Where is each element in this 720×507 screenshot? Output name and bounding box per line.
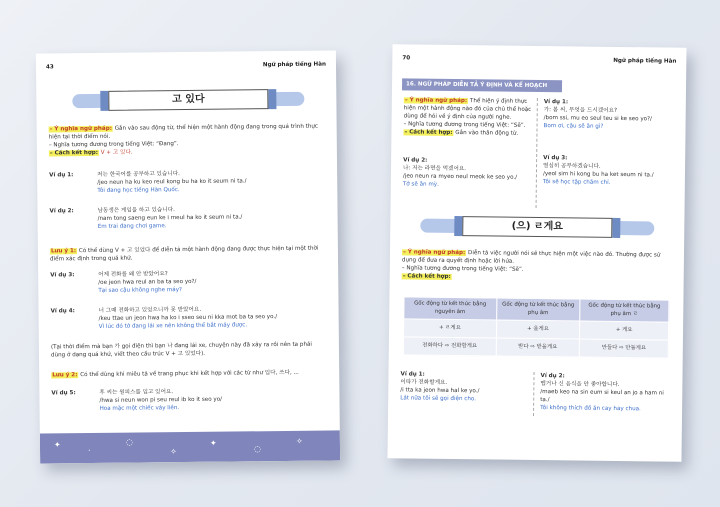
left-page-number: 43: [45, 64, 54, 71]
right-ex5-korean: 맵거나 신 음식을 안 좋아합니다.: [540, 381, 620, 389]
left-footer-band: [40, 430, 340, 463]
right-section-heading: 16. NGỮ PHÁP DIỄN TẢ Ý ĐỊNH VÀ KẾ HOẠCH: [402, 78, 562, 92]
left-page-header: [36, 50, 336, 71]
table-header-cell: Gốc động từ kết thúc bằng phụ âm ㄹ: [580, 299, 669, 322]
table-header-row: [404, 297, 669, 322]
right-ex3: [543, 154, 675, 188]
right-vietnamese-eq2: – Nghĩa tương đương trong tiếng Việt: “Sẽ”.: [401, 265, 524, 274]
right-ex5: [540, 372, 674, 414]
left-ex1-korean: 저는 한국어를 공부하고 있습니다.: [97, 171, 180, 178]
right-ex4-roman: /i tta ka jeon hwa hal ke yo./: [400, 387, 480, 395]
right-ex1-korean: 가: 봄 씨, 무엇을 드시겠어요?: [543, 107, 617, 115]
left-paragraph: (Tại thời điểm mà bạn 가 gọi điện thì bạn 나 đang lái xe, chuyện này đã xảy ra rồi nên ta phải dùng ở dạng quá khứ, viết theo cấu trúc V + 고 있었다).: [50, 341, 312, 359]
right-ex5-roman: /maeb keo na sin eum si keul an jo a ham ni ta./: [540, 389, 664, 404]
left-ex1-label: Ví dụ 1:: [49, 172, 74, 179]
right-meaning2-label: – Ý nghĩa ngữ pháp:: [402, 249, 466, 257]
table-header-cell: Gốc động từ kết thúc bằng nguyên âm: [404, 297, 497, 320]
left-ex2-roman: /nam tong saeng eun ke i meul ha ko it seum ni ta./: [97, 214, 243, 223]
left-note1-text: Có thể dùng V + 고 있었다 để diễn tả một hành động đang được thực hiện tại một thời điểm xác định trong quá khứ.: [49, 245, 319, 263]
left-vietnamese-eq: – Nghĩa tương đương trong tiếng Việt: “Đang”.: [48, 141, 179, 149]
left-ex2: [97, 205, 327, 232]
right-ex3-viet: Tôi sẽ học tập chăm chỉ.: [542, 179, 611, 187]
right-page: [387, 44, 686, 462]
right-ex3-korean: 열심히 공부하겠습니다.: [543, 163, 601, 170]
right-ex4: [400, 370, 528, 404]
right-ex1: [543, 98, 675, 132]
footer-star-icon: ✦: [209, 438, 217, 448]
footer-circle-icon: ◌: [253, 444, 262, 454]
right-page-header: [392, 44, 686, 66]
left-ex2-viet: Em trai đang chơi game.: [97, 223, 167, 231]
right-meaning-text: Thể hiện ý định thực hiện một hành động nào đó của chủ thể hoặc dùng để hỏi về ý định của người nghe.: [403, 98, 532, 121]
right-meaning2-text: Diễn tả việc người nói sẽ thực hiện một việc nào đó. Thường được sử dụng để đưa ra quyết định hoặc lời hứa.: [401, 250, 661, 265]
right-ex1-roman: /bom ssi, mu eo seul teu si ke seo yo?/: [543, 115, 652, 123]
left-ex5-roman: /hwa si neun won pi seu reul ib ko it seo yo/: [99, 396, 223, 405]
left-title-tab-r: [268, 89, 276, 109]
right-divider-2: [533, 372, 535, 416]
right-ex4-korean: 이따가 전화할게요.: [400, 379, 448, 387]
left-combine-label: – Cách kết hợp:: [49, 150, 99, 157]
left-title-tab-l: [100, 91, 108, 111]
table-cell: + 게요: [580, 321, 669, 340]
right-ex2-viet: Tớ sẽ ăn mỳ.: [402, 181, 439, 189]
conjugation-table: [403, 296, 670, 358]
left-ex5: [99, 387, 329, 414]
footer-star-icon: ·: [87, 446, 91, 456]
left-ex3-viet: Tại sao cậu không nghe máy?: [98, 287, 183, 295]
right-meaning-label: – Ý nghĩa ngữ pháp:: [404, 97, 468, 105]
table-row: [403, 337, 668, 358]
left-combine-formula: V + 고 있다.: [100, 149, 133, 157]
left-ex5-viet: Hoa mặc một chiếc váy liền.: [99, 405, 180, 413]
table-header-cell: Gốc động từ kết thúc bằng phụ âm: [496, 298, 580, 321]
table-cell: + ㄹ게요: [403, 319, 496, 338]
right-ex4-label: Ví dụ 1:: [400, 371, 425, 378]
left-ex5-korean: 후 씨는 원피스를 입고 있어요.: [99, 389, 174, 396]
left-meaning-block: [49, 123, 325, 158]
footer-star-icon: ✧: [295, 436, 303, 446]
footer-circle-icon: ◌: [125, 437, 133, 447]
left-note1: [50, 245, 326, 264]
left-ex3-korean: 어제 전화를 왜 안 받았어요?: [98, 271, 168, 278]
left-note2-label: Lưu ý 2:: [52, 372, 78, 379]
table-cell: 받다 ⇨ 받을게요: [496, 338, 580, 357]
right-ex5-label: Ví dụ 2:: [540, 373, 565, 380]
right-title-tab-l: [454, 216, 462, 236]
right-combine2-label: – Cách kết hợp:: [402, 273, 451, 281]
right-ex2-korean: 나: 저는 라면을 먹겠어요.: [402, 165, 467, 173]
right-meaning-block: [403, 96, 531, 138]
right-ex1-label: Ví dụ 1:: [543, 99, 569, 106]
left-page: [36, 50, 340, 463]
table-cell: + 을게요: [496, 320, 580, 339]
left-header-title: Ngữ pháp tiếng Hàn: [262, 61, 327, 69]
left-note1-label: Lưu ý 1:: [50, 248, 77, 255]
right-ex4-viet: Lát nữa tôi sẽ gọi điện cho.: [400, 395, 477, 403]
left-ex1-viet: Tôi đang học tiếng Hàn Quốc.: [97, 187, 180, 195]
right-combine-text: Gắn vào thân động từ.: [455, 130, 519, 138]
table-cell: 전화하다 ⇨ 전화할게요: [403, 337, 496, 356]
right-ex2-roman: /jeo neun ra myeo neul meok ke seo yo./: [402, 173, 518, 181]
left-ex3-roman: /oe jeon hwa reul an ba ta seo yo?/: [98, 279, 197, 287]
table-cell: 만들다 ⇨ 만들게요: [579, 339, 668, 358]
left-ex4-viet: Vì lúc đó tớ đang lái xe nên không thể bắt máy được.: [98, 322, 248, 331]
left-ex4-roman: /keu ttae un jeon hwa ha ko i sseo seu ni kka mot ba ta seo yo./: [98, 314, 278, 323]
right-divider: [536, 98, 538, 208]
left-grammar-title: 고 있다: [108, 89, 268, 111]
footer-star-icon: ✦: [53, 440, 61, 450]
right-title-tab-r: [612, 218, 620, 238]
right-grammar-title: (으) ㄹ게요: [462, 216, 612, 238]
right-header-title: Ngữ pháp tiếng Hàn: [613, 57, 677, 65]
right-page-number: 70: [402, 55, 411, 62]
right-vietnamese-eq: – Nghĩa tương đương trong tiếng Việt: “Sẽ”.: [403, 121, 526, 130]
left-ex1: [97, 169, 327, 196]
left-note2: [51, 369, 327, 380]
left-ex1-roman: /jeo neun ha ku keo reul kong bu ha ko it seum ni ta./: [97, 178, 247, 187]
right-ex5-viet: Tôi không thích đồ ăn cay hay chua.: [540, 405, 641, 413]
left-note2-text: Có thể dùng khi miêu tả về trang phục khi kết hợp với các từ như 입다, 쓰다, ...: [80, 369, 299, 379]
left-ex2-korean: 남동생은 게임을 하고 있습니다.: [97, 207, 175, 214]
left-meaning-label: – Ý nghĩa ngữ pháp:: [49, 125, 112, 133]
right-ex3-label: Ví dụ 3:: [543, 155, 568, 162]
left-ex4-korean: 너 그때 전화하고 있었으니까 못 받았어요.: [98, 306, 202, 314]
right-ex3-roman: /yeol sim hi kong bu ha ket seum ni ta./: [542, 171, 654, 179]
left-ex4-label: Ví dụ 4:: [50, 308, 75, 315]
left-ex5-label: Ví dụ 5:: [51, 390, 76, 397]
left-ex3: [98, 269, 328, 296]
right-ex2-label: Ví dụ 2:: [403, 157, 428, 164]
left-ex3-label: Ví dụ 3:: [50, 272, 75, 279]
right-meaning2-block: [402, 248, 674, 284]
footer-star-icon: ✧: [169, 447, 177, 457]
left-meaning-text: Gắn vào sau động từ, thể hiện một hành động đang trong quá trình thực hiện tại thời điểm nói.: [48, 123, 319, 141]
right-ex2: [403, 156, 531, 190]
right-ex1-viet: Bom ơi, cậu sẽ ăn gì?: [543, 123, 604, 131]
left-ex2-label: Ví dụ 2:: [49, 208, 74, 215]
right-combine-label: – Cách kết hợp:: [404, 129, 453, 137]
left-ex4: [99, 305, 329, 332]
